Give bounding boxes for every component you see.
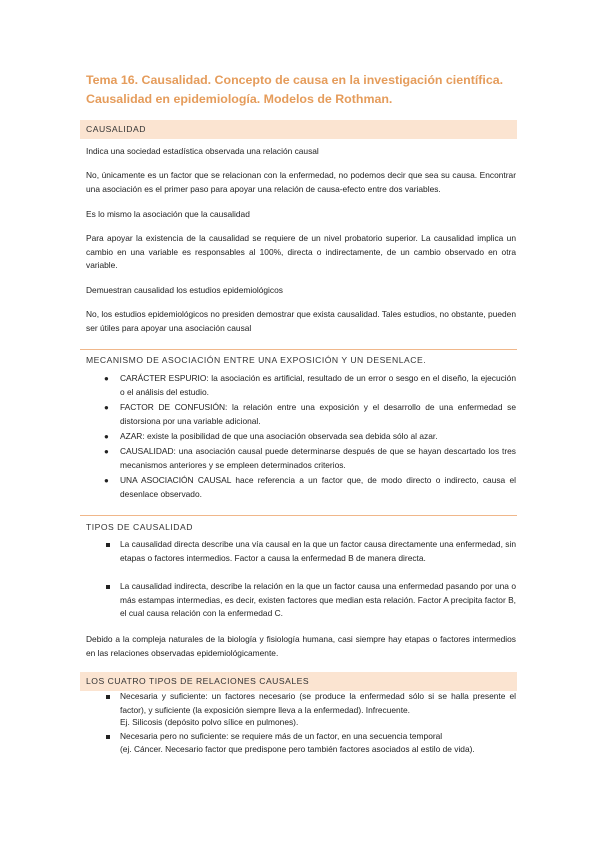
list-item: Necesaria y suficiente: un factores necesario (se produce la enfermedad sólo si se halla presente el factor), y suficiente (la exposición siempre lleva a la enfermedad). Infrecuente. [120, 691, 516, 715]
bullet-icon: ● [104, 403, 109, 412]
question-2: Es lo mismo la asociación que la causalidad [86, 209, 250, 219]
section-header-mecanismo: MECANISMO DE ASOCIACIÓN ENTRE UNA EXPOSICIÓN Y UN DESENLACE. [86, 355, 427, 365]
document-title: Tema 16. Causalidad. Concepto de causa en la investigación científica. Causalidad en epidemiología. Modelos de Rothman. [86, 73, 504, 106]
bullet-icon: ● [104, 476, 109, 485]
list-item: FACTOR DE CONFUSIÓN: la relación entre una exposición y el desarrollo de una enfermedad se distorsiona por una variable adicional. [120, 402, 516, 426]
section-header-cuatro-tipos: LOS CUATRO TIPOS DE RELACIONES CAUSALES [80, 672, 517, 691]
section-header-tipos: TIPOS DE CAUSALIDAD [86, 522, 193, 532]
list-item-example: Ej. Silicosis (depósito polvo sílice en pulmones). [120, 717, 299, 727]
list-item: Necesaria pero no suficiente: se requiere más de un factor, en una secuencia temporal [120, 731, 443, 741]
list-item-example: (ej. Cáncer. Necesario factor que predispone pero también factores asociados al estilo de vida). [120, 744, 475, 754]
list-item: CARÁCTER ESPURIO: la asociación es artificial, resultado de un error o sesgo en el diseño, la ejecución o el análisis del estudio. [120, 373, 516, 397]
list-item: La causalidad directa describe una vía causal en la que un factor causa directamente una enfermedad, sin etapas o factores intermedios. Factor a causa la enfermedad B de manera directa. [120, 539, 516, 563]
answer-1: No, únicamente es un factor que se relacionan con la enfermedad, no podemos decir que sea su causa. Encontrar una asociación es el primer paso para apoyar una relación de causa-efecto entre dos variables. [86, 170, 516, 194]
question-3: Demuestran causalidad los estudios epidemiológicos [86, 285, 283, 295]
square-bullet-icon [106, 695, 110, 699]
square-bullet-icon [106, 735, 110, 739]
list-item: La causalidad indirecta, describe la relación en la que un factor causa una enfermedad pasando por una o más estampas intermedias, es decir, existen factores que median esta relación. Factor A precipita factor B, el cual causa relación con la enfermedad C. [120, 581, 516, 618]
question-1: Indica una sociedad estadística observada una relación causal [86, 146, 319, 156]
list-item: AZAR: existe la posibilidad de que una asociación observada sea debida sólo al azar. [120, 431, 438, 441]
square-bullet-icon [106, 543, 110, 547]
bullet-icon: ● [104, 447, 109, 456]
bullet-icon: ● [104, 432, 109, 441]
answer-2: Para apoyar la existencia de la causalidad se requiere de un nivel probatorio superior. La causalidad implica un cambio en una variable es responsables al 100%, directa o indirectamente, de un cambio observado en otra variable. [86, 233, 516, 270]
square-bullet-icon [106, 585, 110, 589]
section-header-causalidad: CAUSALIDAD [80, 120, 517, 139]
answer-3: No, los estudios epidemiológicos no presiden demostrar que exista causalidad. Tales estudios, no obstante, pueden ser útiles para apoyar una asociación causal [86, 309, 516, 333]
section-divider [80, 515, 517, 516]
section-divider [80, 349, 517, 350]
paragraph: Debido a la compleja naturales de la biología y fisiología humana, casi siempre hay etapas o factores intermedios en las relaciones observadas epidemiológicamente. [86, 634, 516, 658]
list-item: UNA ASOCIACIÓN CAUSAL hace referencia a un factor que, de modo directo o indirecto, causa el desenlace observado. [120, 475, 516, 499]
bullet-icon: ● [104, 374, 109, 383]
list-item: CAUSALIDAD: una asociación causal puede determinarse después de que se hayan descartado los tres mecanismos anteriores y se empleen determinados criterios. [120, 446, 516, 470]
